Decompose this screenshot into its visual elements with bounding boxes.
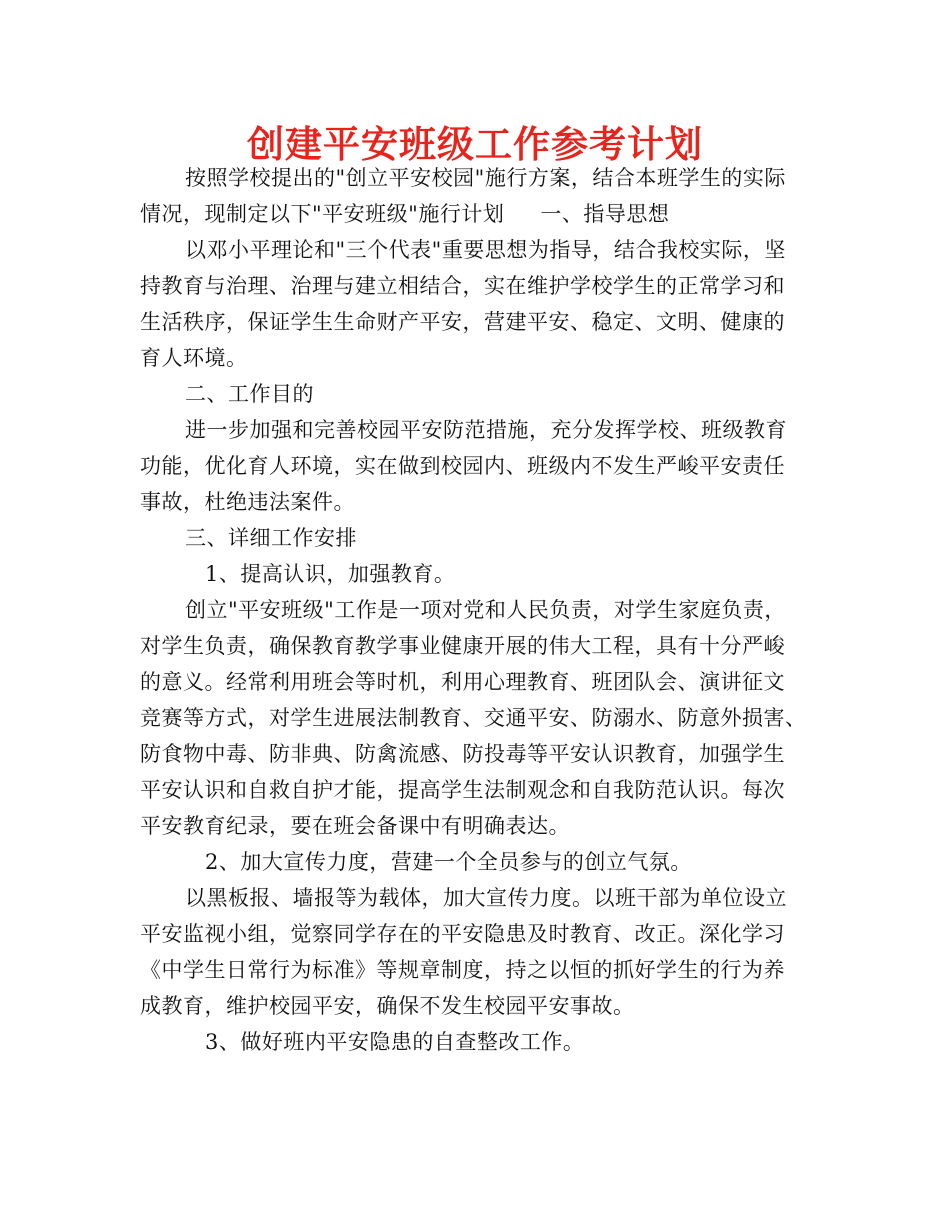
- paragraph-line: 育人环境。: [140, 346, 248, 370]
- section-heading: 二、工作目的: [185, 382, 314, 406]
- paragraph-line: 创立"平安班级"工作是一项对党和人民负责，对学生家庭负责，: [185, 598, 786, 622]
- paragraph-line: 按照学校提出的"创立平安校园"施行方案，结合本班学生的实际: [185, 166, 786, 190]
- document-title: 创建平安班级工作参考计划: [247, 122, 703, 166]
- paragraph-line: 以邓小平理论和"三个代表"重要思想为指导，结合我校实际，坚: [185, 238, 786, 262]
- paragraph-line: 的意义。经常利用班会等时机，利用心理教育、班团队会、演讲征文: [140, 670, 785, 694]
- paragraph-line: 功能，优化育人环境，实在做到校园内、班级内不发生严峻平安责任: [140, 454, 785, 478]
- paragraph-line: 持教育与治理、治理与建立相结合，实在维护学校学生的正常学习和: [140, 274, 785, 298]
- subsection-heading: 2、加大宣传力度，营建一个全员参与的创立气氛。: [205, 850, 692, 874]
- paragraph-line: 《中学生日常行为标准》等规章制度，持之以恒的抓好学生的行为养: [140, 958, 785, 982]
- section-heading: 一、指导思想: [540, 202, 670, 226]
- paragraph-line: 防食物中毒、防非典、防禽流感、防投毒等平安认识教育，加强学生: [140, 742, 785, 766]
- paragraph-line: 平安教育纪录，要在班会备课中有明确表达。: [140, 814, 570, 838]
- paragraph-line: 进一步加强和完善校园平安防范措施，充分发挥学校、班级教育: [185, 418, 787, 442]
- paragraph-line: 情况，现制定以下"平安班级"施行计划: [140, 202, 505, 226]
- paragraph-line: 生活秩序，保证学生生命财产平安，营建平安、稳定、文明、健康的: [140, 310, 785, 334]
- paragraph-line: 成教育，维护校园平安，确保不发生校园平安事故。: [140, 994, 635, 1018]
- subsection-heading: 1、提高认识，加强教育。: [205, 562, 456, 586]
- paragraph-line: 以黑板报、墙报等为载体，加大宣传力度。以班干部为单位设立: [185, 886, 787, 910]
- paragraph-line: 平安监视小组，觉察同学存在的平安隐患及时教育、改正。深化学习: [140, 922, 785, 946]
- paragraph-line: 事故，杜绝违法案件。: [140, 490, 355, 514]
- section-heading: 三、详细工作安排: [185, 526, 357, 550]
- paragraph-line: 对学生负责，确保教育教学事业健康开展的伟大工程，具有十分严峻: [140, 634, 785, 658]
- paragraph-line-with-heading: [140, 199, 669, 229]
- subsection-heading: 3、做好班内平安隐患的自查整改工作。: [205, 1030, 585, 1054]
- paragraph-line: 竞赛等方式，对学生进展法制教育、交通平安、防溺水、防意外损害、: [140, 706, 807, 730]
- paragraph-line: 平安认识和自救自护才能，提高学生法制观念和自我防范认识。每次: [140, 778, 785, 802]
